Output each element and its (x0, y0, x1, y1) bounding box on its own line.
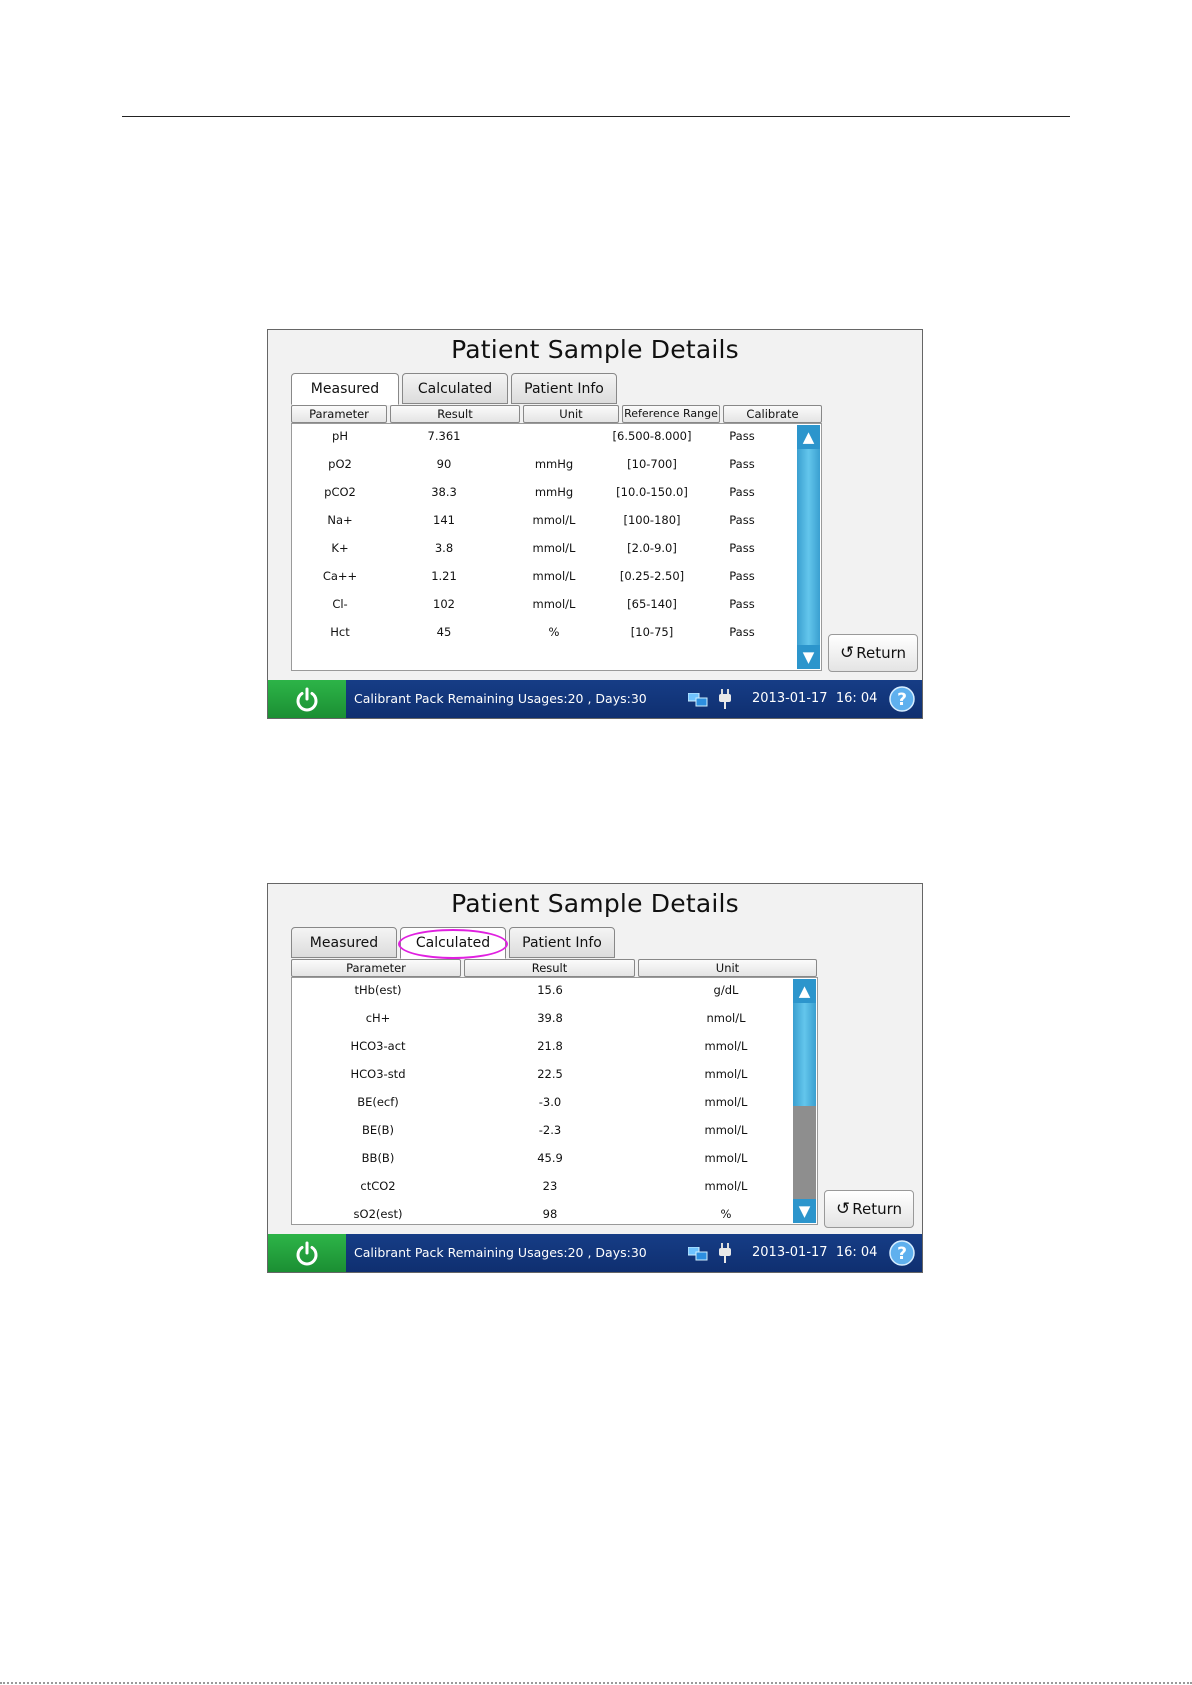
return-button[interactable] (828, 634, 918, 672)
table-row[interactable] (292, 563, 795, 591)
return-arrow-icon: ↺ (835, 1199, 851, 1219)
cell-result: 39.8 (537, 1011, 563, 1025)
cell-parameter: Na+ (327, 513, 353, 527)
tab-patient-info[interactable]: Patient Info (511, 373, 617, 404)
return-button[interactable] (824, 1190, 914, 1228)
calculated-results-table (291, 977, 818, 1225)
cell-parameter: Hct (330, 625, 350, 639)
column-header-unit[interactable]: Unit (638, 959, 817, 977)
table-row[interactable] (292, 1117, 791, 1145)
help-icon[interactable] (889, 686, 915, 712)
cell-reference-range: [0.25-2.50] (619, 569, 685, 583)
return-label: Return (856, 644, 907, 662)
column-header-reference-range[interactable]: Reference Range (622, 405, 720, 423)
column-header-calibrate[interactable]: Calibrate (723, 405, 822, 423)
cell-unit: mmol/L (704, 1179, 748, 1193)
scroll-down-icon[interactable]: ▼ (797, 645, 820, 669)
cell-parameter: HCO3-act (350, 1039, 406, 1053)
cell-result: 90 (436, 457, 452, 471)
cell-result: 7.361 (427, 429, 461, 443)
scroll-up-icon[interactable]: ▲ (797, 425, 820, 449)
cell-result: 45.9 (537, 1151, 563, 1165)
table-row[interactable] (292, 535, 795, 563)
return-label: Return (852, 1200, 903, 1218)
cell-result: 38.3 (431, 485, 457, 499)
cell-parameter: pH (332, 429, 348, 443)
cell-parameter: sO2(est) (353, 1207, 403, 1221)
table-row[interactable] (292, 619, 795, 647)
power-icon (294, 687, 320, 713)
table-scrollbar[interactable] (793, 979, 816, 1223)
table-row[interactable] (292, 1005, 791, 1033)
cell-calibrate: Pass (729, 597, 755, 611)
calibrant-pack-status: Calibrant Pack Remaining Usages:20 , Days:30 (354, 1245, 647, 1260)
cell-calibrate: Pass (729, 569, 755, 583)
cell-result: 22.5 (537, 1067, 563, 1081)
patient-sample-details-screen-measured (267, 329, 923, 719)
cell-unit: mmol/L (704, 1123, 748, 1137)
cell-reference-range: [6.500-8.000] (612, 429, 692, 443)
cell-parameter: pO2 (328, 457, 352, 471)
cell-unit: % (720, 1207, 732, 1221)
table-row[interactable] (292, 1201, 791, 1225)
table-row[interactable] (292, 1033, 791, 1061)
status-bar (268, 680, 922, 718)
screen-title: Patient Sample Details (451, 335, 739, 364)
plug-icon (718, 1243, 732, 1263)
cell-result: 98 (542, 1207, 558, 1221)
svg-text:?: ? (897, 690, 907, 710)
cell-result: -2.3 (538, 1123, 562, 1137)
plug-icon (718, 689, 732, 709)
date-time: 2013-01-17 16: 04 (752, 1245, 878, 1260)
screen-title: Patient Sample Details (451, 889, 739, 918)
table-row[interactable] (292, 479, 795, 507)
cell-parameter: K+ (331, 541, 349, 555)
svg-text:?: ? (897, 1244, 907, 1264)
column-header-unit[interactable]: Unit (523, 405, 619, 423)
cell-unit: nmol/L (706, 1011, 746, 1025)
cell-unit: mmHg (534, 457, 574, 471)
cell-unit: mmol/L (704, 1151, 748, 1165)
tab-measured[interactable]: Measured (291, 927, 397, 958)
table-row[interactable] (292, 451, 795, 479)
cell-result: -3.0 (538, 1095, 562, 1109)
cell-unit: mmHg (534, 485, 574, 499)
cell-calibrate: Pass (729, 485, 755, 499)
cell-parameter: BE(B) (361, 1123, 395, 1137)
cell-reference-range: [100-180] (623, 513, 681, 527)
power-button[interactable] (268, 680, 346, 718)
cell-unit: mmol/L (704, 1067, 748, 1081)
cell-result: 45 (436, 625, 452, 639)
column-header-parameter[interactable]: Parameter (291, 405, 387, 423)
cell-unit: % (548, 625, 560, 639)
scroll-up-icon[interactable]: ▲ (793, 979, 816, 1003)
cell-unit: g/dL (713, 983, 739, 997)
help-icon[interactable] (889, 1240, 915, 1266)
cell-parameter: Ca++ (322, 569, 358, 583)
cell-result: 141 (433, 513, 455, 527)
cell-result: 1.21 (431, 569, 457, 583)
cell-parameter: BE(ecf) (357, 1095, 399, 1109)
cell-reference-range: [10-75] (630, 625, 674, 639)
cell-parameter: HCO3-std (350, 1067, 406, 1081)
table-row[interactable] (292, 1089, 791, 1117)
scroll-down-icon[interactable]: ▼ (793, 1199, 816, 1223)
cell-unit: mmol/L (532, 541, 576, 555)
return-arrow-icon: ↺ (839, 643, 855, 663)
cell-reference-range: [10-700] (627, 457, 677, 471)
cell-calibrate: Pass (729, 541, 755, 555)
table-row[interactable] (292, 591, 795, 619)
table-row[interactable] (292, 977, 791, 1005)
cell-parameter: cH+ (365, 1011, 391, 1025)
table-row[interactable] (292, 1061, 791, 1089)
cell-result: 15.6 (537, 983, 563, 997)
column-header-result[interactable]: Result (464, 959, 635, 977)
table-row[interactable] (292, 1145, 791, 1173)
cell-unit: mmol/L (704, 1095, 748, 1109)
cell-reference-range: [65-140] (627, 597, 677, 611)
cell-result: 21.8 (537, 1039, 563, 1053)
page-bottom-border (0, 1682, 1192, 1684)
table-row[interactable] (292, 507, 795, 535)
measured-results-table (291, 423, 822, 671)
cell-calibrate: Pass (729, 625, 755, 639)
cell-parameter: Cl- (332, 597, 348, 611)
cell-unit: mmol/L (532, 597, 576, 611)
table-row[interactable] (292, 423, 795, 451)
cell-reference-range: [2.0-9.0] (627, 541, 677, 555)
cell-calibrate: Pass (729, 457, 755, 471)
cell-parameter: pCO2 (324, 485, 356, 499)
power-button[interactable] (268, 1234, 346, 1272)
cell-result: 3.8 (434, 541, 454, 555)
column-header-result[interactable]: Result (390, 405, 520, 423)
calibrant-pack-status: Calibrant Pack Remaining Usages:20 , Days:30 (354, 691, 647, 706)
cell-parameter: ctCO2 (360, 1179, 396, 1193)
tab-measured[interactable]: Measured (291, 373, 399, 405)
cell-calibrate: Pass (729, 429, 755, 443)
status-bar (268, 1234, 922, 1272)
cell-parameter: BB(B) (361, 1151, 395, 1165)
tab-calculated[interactable]: Calculated (402, 373, 508, 404)
date-time: 2013-01-17 16: 04 (752, 691, 878, 706)
network-icon (688, 693, 708, 707)
cell-result: 23 (542, 1179, 558, 1193)
table-row[interactable] (292, 1173, 791, 1201)
cell-calibrate: Pass (729, 513, 755, 527)
cell-parameter: tHb(est) (354, 983, 402, 997)
column-header-parameter[interactable]: Parameter (291, 959, 461, 977)
tab-patient-info[interactable]: Patient Info (509, 927, 615, 958)
tab-calculated[interactable]: Calculated (400, 927, 506, 959)
cell-unit: mmol/L (532, 569, 576, 583)
cell-reference-range: [10.0-150.0] (616, 485, 688, 499)
patient-sample-details-screen-calculated (267, 883, 923, 1273)
cell-unit: mmol/L (532, 513, 576, 527)
cell-result: 102 (433, 597, 455, 611)
network-icon (688, 1247, 708, 1261)
power-icon (294, 1241, 320, 1267)
cell-unit: mmol/L (704, 1039, 748, 1053)
page-header-rule (122, 116, 1070, 117)
